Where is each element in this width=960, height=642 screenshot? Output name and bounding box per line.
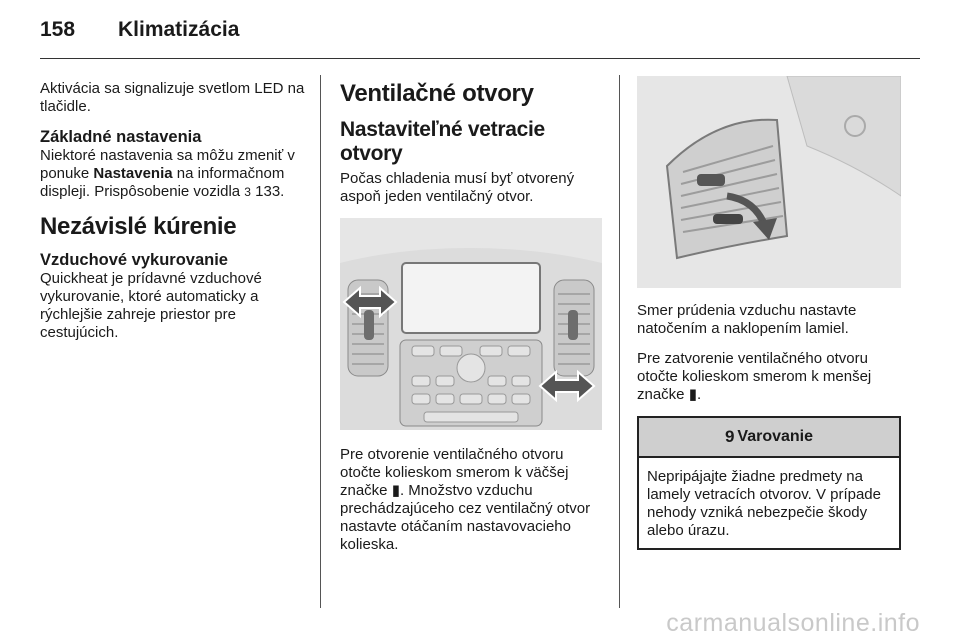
settings-menu-name: Nastavenia bbox=[93, 165, 173, 182]
dashboard-vents-illustration bbox=[340, 218, 602, 430]
cooling-paragraph: Počas chladenia musí byť otvorený aspoň jeden ventilačný otvor. bbox=[340, 170, 575, 205]
column-divider-1 bbox=[320, 75, 321, 608]
warning-box bbox=[637, 416, 901, 550]
column-3 bbox=[637, 76, 901, 550]
settings-text-b: na informačnom displeji. Prispôsobenie vozidla bbox=[40, 165, 285, 200]
column-1 bbox=[40, 80, 310, 354]
section-heading-independent-heating: Nezávislé kúrenie bbox=[40, 213, 237, 240]
watermark: carmanualsonline.info bbox=[666, 609, 920, 637]
section-heading-air-heating: Vzduchové vykurovanie bbox=[40, 251, 228, 269]
warning-title: Varovanie bbox=[737, 428, 814, 445]
settings-paragraph bbox=[40, 147, 310, 201]
column-2 bbox=[340, 80, 602, 566]
open-vent-paragraph bbox=[340, 446, 602, 554]
open-vent-text-b: . Množstvo vzduchu prechádzajúceho cez ventilačný otvor nastavte otáčaním nastavovacieho kolieska. bbox=[340, 482, 591, 553]
settings-page-ref: 133. bbox=[250, 183, 285, 200]
section-heading-vents: Ventilačné otvory bbox=[340, 80, 534, 107]
warning-header bbox=[639, 418, 899, 458]
quickheat-paragraph: Quickheat je prídavné vzduchové vykurovanie, ktoré automaticky a rýchlejšie zahreje priestor pre cestujúcich. bbox=[40, 270, 262, 341]
header-rule bbox=[40, 58, 920, 59]
settings-text-a: Niektoré nastavenia sa môžu zmeniť v ponuke bbox=[40, 147, 295, 182]
section-heading-basic-settings: Základné nastavenia bbox=[40, 128, 202, 146]
close-vent-text-b: . bbox=[696, 386, 702, 403]
large-mark-symbol-icon: ▮ bbox=[391, 482, 400, 499]
airflow-direction-paragraph: Smer prúdenia vzduchu nastavte natočením a naklopením lamiel. bbox=[637, 302, 857, 337]
warning-text: Nepripájajte žiadne predmety na lamely vetracích otvorov. V prípade nehody vzniká nebezpečie škody alebo úrazu. bbox=[647, 468, 881, 539]
warning-triangle-icon: 9 bbox=[724, 427, 735, 446]
chapter-title: Klimatizácia bbox=[118, 18, 240, 41]
page-number: 158 bbox=[40, 18, 76, 41]
column-divider-2 bbox=[619, 75, 620, 608]
close-vent-paragraph bbox=[637, 350, 901, 404]
section-heading-adjustable-vents: Nastaviteľné vetracie otvory bbox=[340, 118, 545, 165]
vent-thumbwheel-illustration bbox=[637, 76, 901, 288]
close-vent-text-a: Pre zatvorenie ventilačného otvoru otočte kolieskom smerom k menšej značke bbox=[637, 350, 872, 403]
small-mark-symbol-icon: ▮ bbox=[688, 386, 697, 403]
cross-reference-arrow-icon: 3 bbox=[244, 185, 251, 199]
open-vent-text-a: Pre otvorenie ventilačného otvoru otočte kolieskom smerom k väčšej značke bbox=[340, 446, 569, 499]
led-text: Aktivácia sa signalizuje svetlom LED na tlačidle. bbox=[40, 80, 305, 115]
